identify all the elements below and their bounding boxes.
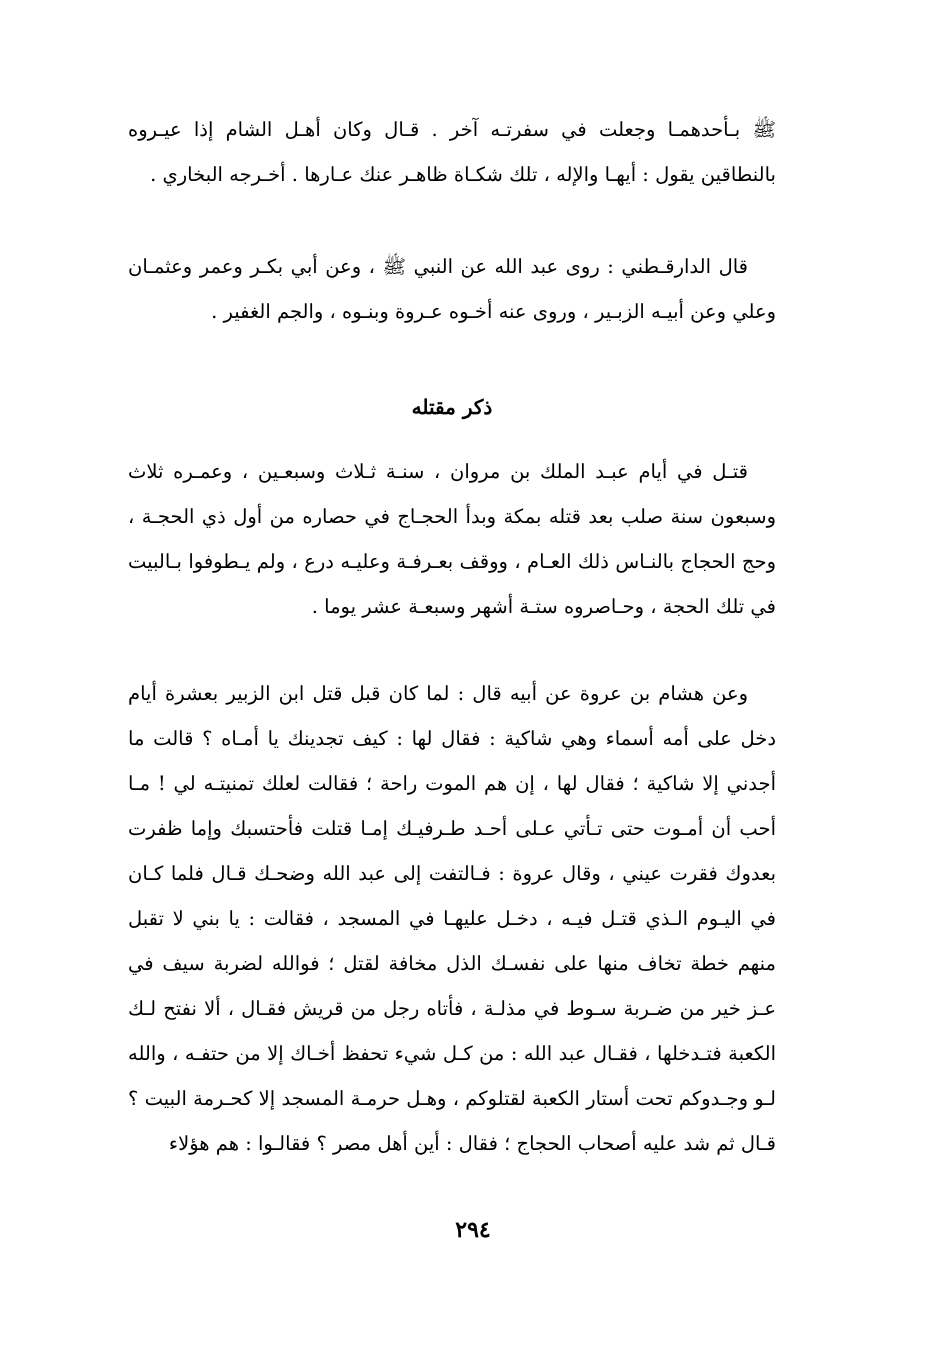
page-number: ٢٩٤ bbox=[455, 1217, 491, 1243]
paragraph-text: قال الدارقـطني : روى عبد الله عن النبي ﷺ ، وعن أبي بكـر وعمر وعثمـان وعلي وعن أبيـه الزبـير ، وروى عنه أخـوه عـروة وبنـوه ، والجم الغفير . bbox=[128, 255, 776, 323]
section-heading: ذكر مقتله bbox=[411, 395, 493, 419]
paragraph-text: قتـل في أيام عبـد الملك بن مروان ، سنـة ثـلاث وسبعـين ، وعمـره ثلاث وسبعون سنة صلب بعد قتله بمكة وبدأ الحجـاج في حصاره من أول ذي الحجـة ، وحج الحجاج بالنـاس ذلك العـام ، ووقف بعـرفـة وعليـه درع ، ولم يـطوفوا بـالبيت في تلك الحجة ، وحـاصروه ستـة أشهر وسبعـة عشر يوما . bbox=[128, 460, 776, 618]
paragraph-hisham bbox=[128, 671, 776, 1166]
paragraph-daraqutni bbox=[128, 244, 776, 334]
paragraph-continuation bbox=[128, 107, 776, 197]
paragraph-text: وعن هشام بن عروة عن أبيه قال : لما كان قبل قتل ابن الزبير بعشرة أيام دخل على أمه أسماء وهي شاكية : فقال لها : كيف تجدينك يا أمـاه ؟ قالت ما أجدني إلا شاكية ؛ فقال لها ، إن هم الموت راحة ؛ فقالت لعلك تمنيتـه لي ! مـا أحب أن أمـوت حتى تـأتي عـلى أحـد طـرفيـك إمـا قتلت فأحتسبك وإما ظفرت بعدوك فقرت عيني ، وقال عروة : فـالتفت إلى عبد الله وضحـك قـال فلما كـان في اليـوم الـذي قتـل فيـه ، دخـل عليهـا في المسجد ، فقالت : يا بني لا تقبل منهم خطة تخاف منها على نفسـك الذل مخافة لقتل ؛ فوالله لضربة سيف في عـز خير من ضـربة سـوط في مذلـة ، فأتاه رجل من قريش فقـال ، ألا نفتح لـك الكعبة فتـدخلها ، فقـال عبد الله : من كـل شيء تحفظ أخـاك إلا من حتفـه ، والله لـو وجـدوكم تحت أستار الكعبة لقتلوكم ، وهـل حرمـة المسجد إلا كحـرمة البيت ؟ قـال ثم شد عليه أصحاب الحجاج ؛ فقال : أين أهل مصر ؟ فقالـوا : هم هؤلاء bbox=[128, 682, 776, 1155]
paragraph-text: ﷺ بـأحدهمـا وجعلت في سفرتـه آخر . قـال وكان أهـل الشام إذا عيـروه بالنطاقين يقول : أيهـا والإله ، تلك شكـاة ظاهـر عنك عـارها . أخـرجه البخاري . bbox=[128, 118, 776, 186]
paragraph-killing bbox=[128, 449, 776, 629]
